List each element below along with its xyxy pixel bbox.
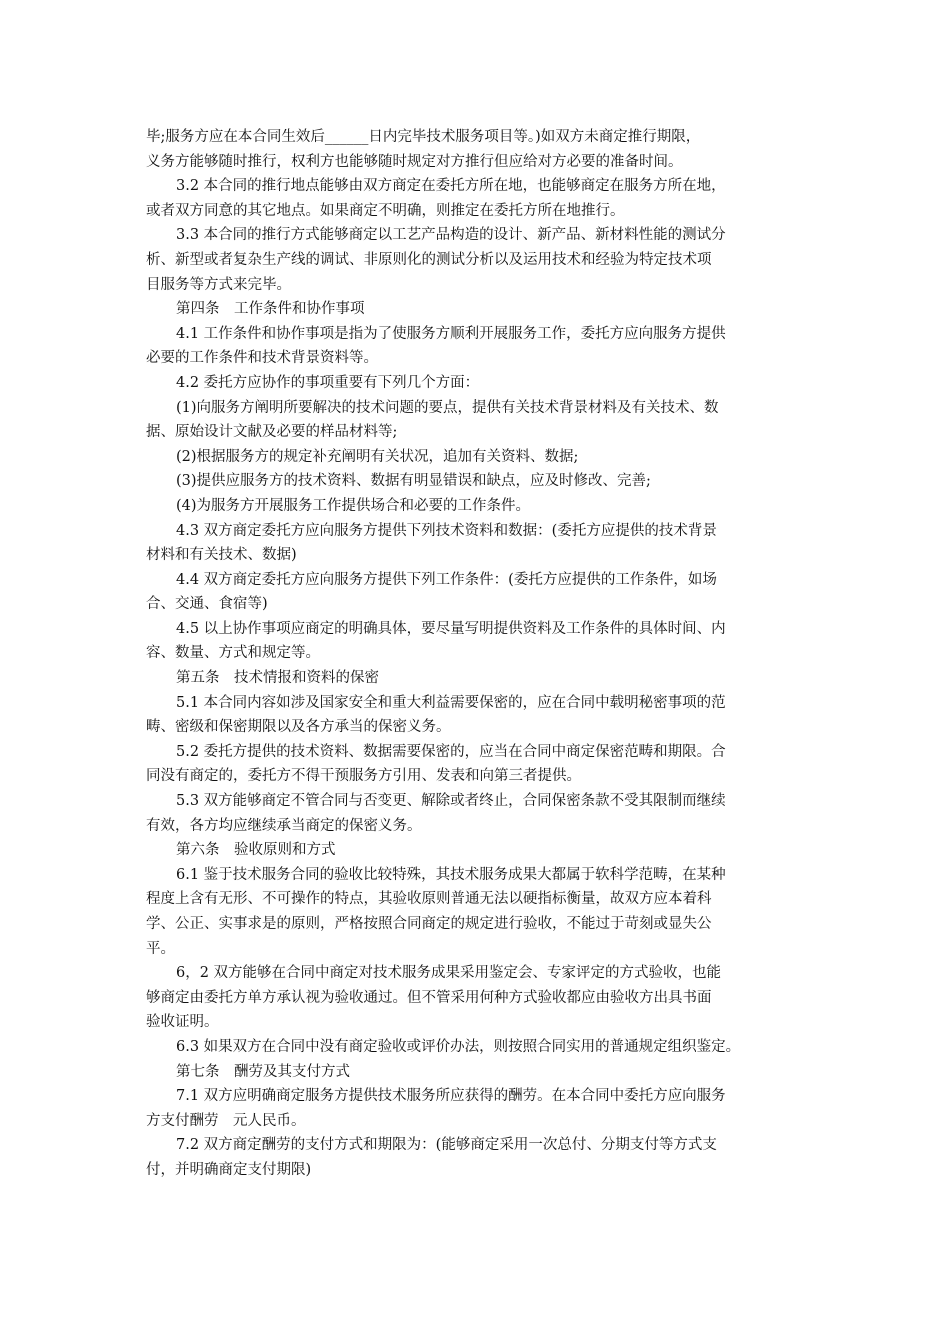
text-line: 4.5 以上协作事项应商定的明确具体，要尽量写明提供资料及工作条件的具体时间、内 <box>176 620 726 637</box>
text-line: 程度上含有无形、不可操作的特点，其验收原则普通无法以硬指标衡量，故双方应本着科 <box>146 891 712 908</box>
text-line: 4.4 双方商定委托方应向服务方提供下列工作条件：(委托方应提供的工作条件，如场 <box>176 571 717 588</box>
text-line: 合、交通、食宿等) <box>146 596 268 613</box>
text-line: 5.2 委托方提供的技术资料、数据需要保密的，应当在合同中商定保密范畴和期限。合 <box>176 743 726 760</box>
text-line: 畴、密级和保密期限以及各方承当的保密义务。 <box>146 719 451 736</box>
text-line: 7.2 双方商定酬劳的支付方式和期限为：(能够商定采用一次总付、分期支付等方式支 <box>176 1137 717 1154</box>
text-line: 验收证明。 <box>146 1014 219 1031</box>
text-line: 第七条 酬劳及其支付方式 <box>176 1063 350 1080</box>
text-line: (1)向服务方阐明所要解决的技术问题的要点，提供有关技术背景材料及有关技术、数 <box>176 399 719 416</box>
text-line: 义务方能够随时推行，权利方也能够随时规定对方推行但应给对方必要的准备时间。 <box>146 153 683 170</box>
text-line: 析、新型或者复杂生产线的调试、非原则化的测试分析以及运用技术和经验为特定技术项 <box>146 251 712 268</box>
text-line: 据、原始设计文献及必要的样品材料等; <box>146 424 398 441</box>
text-line: 6.1 鉴于技术服务合同的验收比较特殊，其技术服务成果大都属于软科学范畴，在某种 <box>176 866 726 883</box>
text-line: 7.1 双方应明确商定服务方提供技术服务所应获得的酬劳。在本合同中委托方应向服务 <box>176 1088 726 1105</box>
text-line: 3.3 本合同的推行方式能够商定以工艺产品构造的设计、新产品、新材料性能的测试分 <box>176 227 726 244</box>
text-line: 4.1 工作条件和协作事项是指为了使服务方顺利开展服务工作，委托方应向服务方提供 <box>176 325 726 342</box>
text-line: 材料和有关技术、数据) <box>146 547 297 564</box>
text-line: 必要的工作条件和技术背景资料等。 <box>146 350 378 367</box>
text-line: 方支付酬劳 元人民币。 <box>146 1112 306 1129</box>
text-line: 第五条 技术情报和资料的保密 <box>176 670 379 687</box>
text-line: 3.2 本合同的推行地点能够由双方商定在委托方所在地，也能够商定在服务方所在地， <box>176 178 726 195</box>
text-line: 平。 <box>146 940 175 957</box>
text-line: 6.3 如果双方在合同中没有商定验收或评价办法，则按照合同实用的普通规定组织鉴定。 <box>176 1038 741 1055</box>
text-line: 付，并明确商定支付期限) <box>146 1161 312 1178</box>
text-line: 学、公正、实事求是的原则，严格按照合同商定的规定进行验收，不能过于苛刻或显失公 <box>146 916 712 932</box>
document-page <box>146 125 826 1183</box>
text-line: 目服务等方式来完毕。 <box>146 276 291 293</box>
text-line: 5.3 双方能够商定不管合同与否变更、解除或者终止，合同保密条款不受其限制而继续 <box>176 793 726 810</box>
text-line: (4)为服务方开展服务工作提供场合和必要的工作条件。 <box>176 497 531 514</box>
text-line: 4.2 委托方应协作的事项重要有下列几个方面： <box>176 374 480 391</box>
text-line: 容、数量、方式和规定等。 <box>146 645 320 662</box>
text-line: 第四条 工作条件和协作事项 <box>176 301 365 318</box>
text-line: 够商定由委托方单方承认视为验收通过。但不管采用何种方式验收都应由验收方出具书面 <box>146 989 712 1006</box>
text-line: 5.1 本合同内容如涉及国家安全和重大利益需要保密的，应在合同中载明秘密事项的范 <box>176 694 726 711</box>
text-line: (2)根据服务方的规定补充阐明有关状况，追加有关资料、数据; <box>176 448 579 465</box>
text-line: 6，2 双方能够在合同中商定对技术服务成果采用鉴定会、专家评定的方式验收，也能 <box>176 965 722 982</box>
text-line: 4.3 双方商定委托方应向服务方提供下列技术资料和数据：(委托方应提供的技术背景 <box>176 522 717 539</box>
text-line: (3)提供应服务方的技术资料、数据有明显错误和缺点，应及时修改、完善; <box>176 473 651 490</box>
text-line: 或者双方同意的其它地点。如果商定不明确，则推定在委托方所在地推行。 <box>146 202 625 219</box>
text-line: 有效，各方均应继续承当商定的保密义务。 <box>146 817 422 834</box>
text-line: 毕;服务方应在本合同生效后______日内完毕技术服务项目等。)如双方未商定推行期限， <box>146 129 701 145</box>
text-line: 同没有商定的，委托方不得干预服务方引用、发表和向第三者提供。 <box>146 768 581 785</box>
text-line: 第六条 验收原则和方式 <box>176 842 336 859</box>
